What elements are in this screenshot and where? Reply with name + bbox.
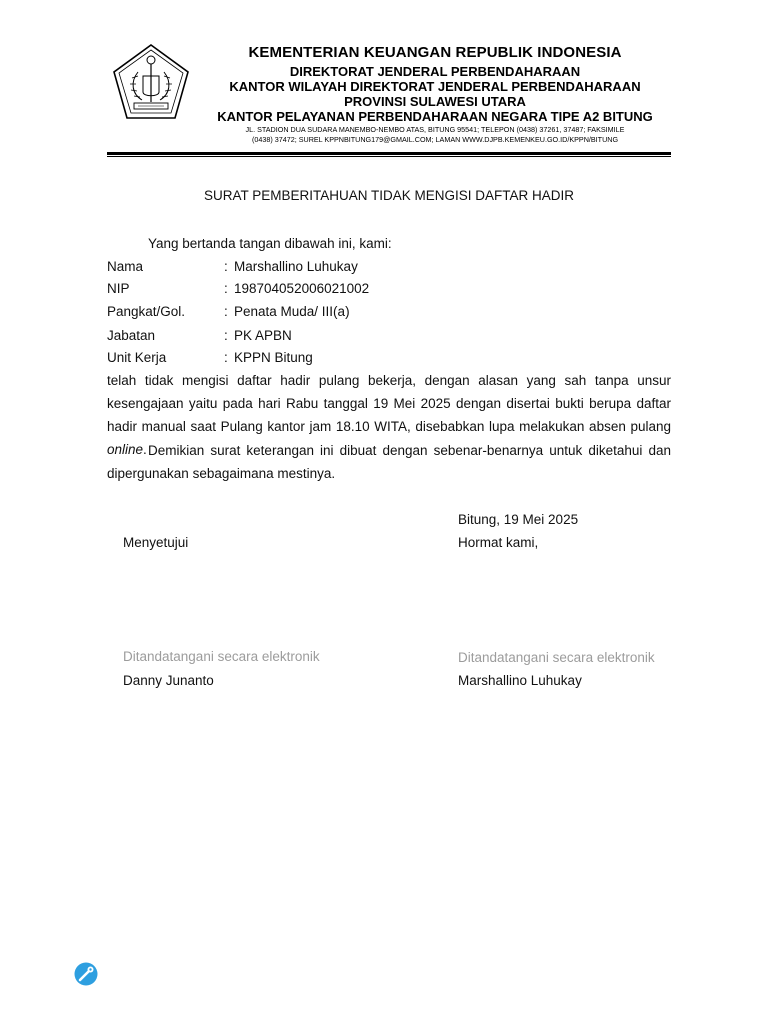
address-line-1: JL. STADION DUA SUDARA MANEMBO-NEMBO ATAS, BITUNG 95541; TELEPON (0438) 37261, 37487; FAKSIMILE xyxy=(245,125,625,134)
office-name: KANTOR PELAYANAN PERBENDAHARAAN NEGARA TIPE A2 BITUNG xyxy=(217,109,653,124)
field-value-pangkat: Penata Muda/ III(a) xyxy=(234,304,350,319)
field-value-nama: Marshallino Luhukay xyxy=(234,259,358,274)
field-label-nip: NIP xyxy=(107,281,130,296)
regional-office-line: KANTOR WILAYAH DIREKTORAT JENDERAL PERBENDAHARAAN xyxy=(229,79,641,94)
right-electronic-signature-note: Ditandatangani secara elektronik xyxy=(458,650,655,665)
field-colon: : xyxy=(224,259,228,274)
body-paragraph-2: Demikian surat keterangan ini dibuat dengan sebenar-benarnya untuk diketahui dan dipergunakan sebagaimana mestinya. xyxy=(107,443,671,481)
left-signatory-name: Danny Junanto xyxy=(123,673,214,688)
kemenkeu-emblem-icon xyxy=(110,42,192,122)
field-colon: : xyxy=(224,281,228,296)
place-date: Bitung, 19 Mei 2025 xyxy=(458,512,579,527)
body-paragraph-1-text: telah tidak mengisi daftar hadir pulang bekerja, dengan alasan yang sah tanpa unsur kesengajaan yaitu pada hari Rabu tanggal 19 Mei 2025 dengan disertai bukti berupa daftar hadir manual saat Pulang kantor jam 18.10 WITA, disebabkan lupa melakukan absen pulang xyxy=(107,373,671,434)
body-paragraph-1-end: . xyxy=(143,442,147,457)
field-value-unit-kerja: KPPN Bitung xyxy=(234,350,313,365)
scribd-logo-icon xyxy=(74,962,98,986)
left-signature-heading: Menyetujui xyxy=(123,535,189,550)
right-signatory-name: Marshallino Luhukay xyxy=(458,673,582,688)
directorate-line: DIREKTORAT JENDERAL PERBENDAHARAAN xyxy=(289,64,581,79)
intro-text: Yang bertanda tangan dibawah ini, kami: xyxy=(148,236,392,251)
field-colon: : xyxy=(224,304,228,319)
field-label-nama: Nama xyxy=(107,259,144,274)
letter-title: SURAT PEMBERITAHUAN TIDAK MENGISI DAFTAR HADIR xyxy=(203,188,575,203)
field-colon: : xyxy=(224,350,228,365)
field-value-jabatan: PK APBN xyxy=(234,328,292,343)
letterhead-rule-thick xyxy=(107,152,671,155)
body-italic-word: online xyxy=(107,442,144,457)
address-line-2: (0438) 37472; SUREL KPPNBITUNG179@GMAIL.COM; LAMAN WWW.DJPB.KEMENKEU.GO.ID/KPPN/BITUNG xyxy=(251,134,619,144)
field-colon: : xyxy=(224,328,228,343)
field-label-unit-kerja: Unit Kerja xyxy=(107,350,167,365)
province-line: PROVINSI SULAWESI UTARA xyxy=(344,94,526,109)
field-label-jabatan: Jabatan xyxy=(107,328,156,343)
office-address xyxy=(200,125,670,144)
letterhead-units xyxy=(200,64,670,109)
field-value-nip: 198704052006021002 xyxy=(234,281,370,296)
field-label-pangkat: Pangkat/Gol. xyxy=(107,304,186,319)
ministry-name: KEMENTERIAN KEUANGAN REPUBLIK INDONESIA xyxy=(248,44,622,61)
letterhead-rule-thin xyxy=(107,156,671,157)
left-electronic-signature-note: Ditandatangani secara elektronik xyxy=(123,649,320,664)
right-signature-heading: Hormat kami, xyxy=(458,535,539,550)
